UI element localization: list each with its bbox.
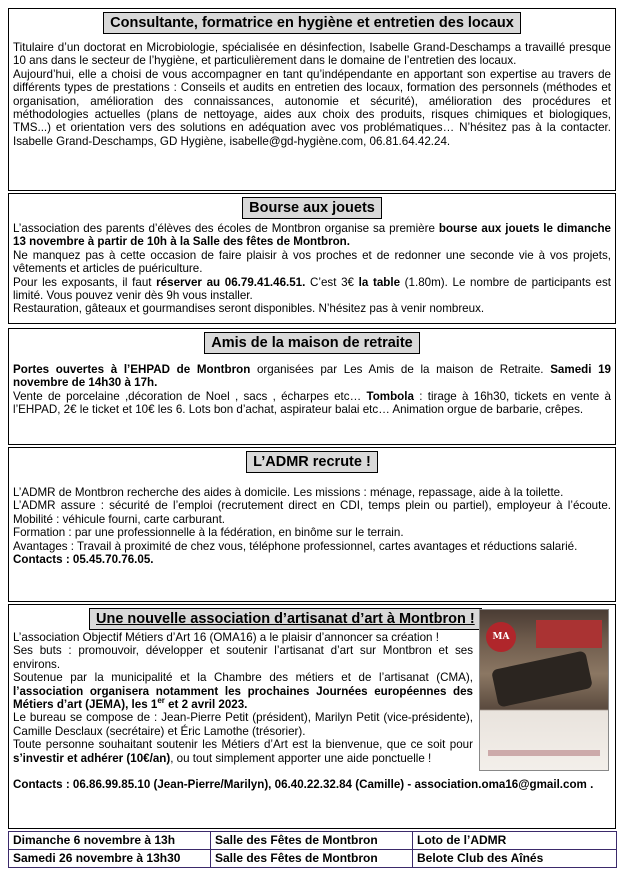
paragraph: Ses buts : promouvoir, développer et soutenir l’artisanat d’art sur Montbron et ses environs. [13, 644, 473, 671]
section-admr [8, 447, 616, 602]
section-title: Bourse aux jouets [242, 197, 382, 219]
paragraph: Formation : par une professionnelle à la fédération, en binôme sur le terrain. [13, 526, 404, 540]
table-row [9, 850, 617, 868]
paragraph: Vente de porcelaine ,décoration de Noel , sacs , écharpes etc… Tombola : tirage à 16h30, tickets en vente à l’EHPAD, 2€ le ticket et 10€ les 6. Lots bon d’achat, aspirateur balai etc… Animation orgue de barbarie, crêpes. [13, 389, 611, 417]
paragraph: L’ADMR de Montbron recherche des aides à domicile. Les missions : ménage, repassage, aide à la toilette. [13, 486, 564, 499]
paragraph: Portes ouvertes à l’EHPAD de Montbron organisées par Les Amis de la maison de Retraite. Samedi 19 novembre de 14h30 à 17h. [13, 363, 611, 390]
paragraph: Toute personne souhaitant soutenir les Métiers d’Art est la bienvenue, que ce soit pour s’investir et adhérer (10€/an), ou tout simplement apporter une aide ponctuelle ! [13, 738, 473, 765]
paragraph: L’association des parents d’élèves des écoles de Montbron organise sa première bourse aux jouets le dimanche 13 novembre à partir de 10h à la Salle des fêtes de Montbron. [13, 222, 611, 249]
oma16-poster-image [479, 609, 609, 771]
section-hygiene [8, 8, 616, 191]
contact-line: Contacts : 05.45.70.76.05. [13, 553, 154, 567]
section-title: Amis de la maison de retraite [204, 332, 419, 354]
section-title: Une nouvelle association d’artisanat d’art à Montbron ! [89, 608, 482, 630]
paragraph: Pour les exposants, il faut réserver au 06.79.41.46.51. C’est 3€ la table (1.80m). Le nombre de participants est limité. Vous pouvez venir dès 9h vous installer. [13, 275, 611, 303]
table-row [9, 832, 617, 850]
event-place: Salle des Fêtes de Montbron [211, 850, 413, 868]
paragraph: Avantages : Travail à proximité de chez vous, téléphone professionnel, cartes avantages et réductions salarié. [13, 539, 578, 553]
paragraph: Ne manquez pas à cette occasion de faire plaisir à vos proches et de redonner une seconde vie à vos projets, vêtements et articles de puériculture. [13, 248, 611, 276]
section-artisanat [8, 604, 616, 829]
section-title: Consultante, formatrice en hygiène et entretien des locaux [103, 12, 521, 34]
paragraph: Soutenue par la municipalité et la Chambre des métiers et de l’artisanat (CMA), l’association organisera notamment les prochaines Journées européennes des Métiers d’art (JEMA), les 1er et 2 avril 2023. [13, 671, 473, 712]
paragraph: Aujourd’hui, elle a choisi de vous accompagner en tant qu’indépendante en apportant son expertise au travers de différents types de prestations : Conseils et audits en entretien des locaux, formation des personnels (méthodes et organisation, amélioration des connaissances, autonomie et sécurité), amélioration des procédures et méthodologies actuelles (plans de nettoyage, aides aux choix des produits, risques chimiques et biologiques, TMS...) et orientation vers des solutions en adéquation avec vos problématiques… N’hésitez pas à la contacter. Isabelle Grand-Deschamps, GD Hygiène, isabelle@gd-hygiène.com, 06.81.64.42.24. [13, 67, 611, 148]
paragraph: Restauration, gâteaux et gourmandises seront disponibles. N’hésitez pas à venir nombreux. [13, 302, 485, 316]
paragraph: Le bureau se compose de : Jean-Pierre Petit (président), Marilyn Petit (vice-présidente), Camille Desclaux (secrétaire) et Éric Lamothe (trésorier). [13, 711, 473, 738]
poster-logo: MA [486, 622, 516, 652]
event-name: Loto de l’ADMR [413, 832, 617, 850]
event-date: Dimanche 6 novembre à 13h [9, 832, 211, 850]
paragraph: L’ADMR assure : sécurité de l’emploi (recrutement direct en CDI, temps plein ou partiel), employeur à l’écoute. Mobilité : véhicule fourni, carte carburant. [13, 499, 611, 526]
events-table [8, 831, 617, 868]
contact-line: Contacts : 06.86.99.85.10 (Jean-Pierre/Marilyn), 06.40.22.32.84 (Camille) - association.oma16@gmail.com . [13, 778, 594, 792]
section-bourse-jouets [8, 193, 616, 324]
paragraph: L’association Objectif Métiers d’Art 16 (OMA16) a le plaisir d’annoncer sa création ! [13, 631, 439, 644]
paragraph: Titulaire d’un doctorat en Microbiologie, spécialisée en désinfection, Isabelle Grand-Deschamps a travaillé presque 10 ans dans le secteur de l’hygiène, et particulièrement dans le domaine de l’entretien des locaux. [13, 41, 611, 68]
event-place: Salle des Fêtes de Montbron [211, 832, 413, 850]
section-maison-retraite [8, 328, 616, 445]
event-name: Belote Club des Aînés [413, 850, 617, 868]
event-date: Samedi 26 novembre à 13h30 [9, 850, 211, 868]
section-title: L’ADMR recrute ! [246, 451, 378, 473]
